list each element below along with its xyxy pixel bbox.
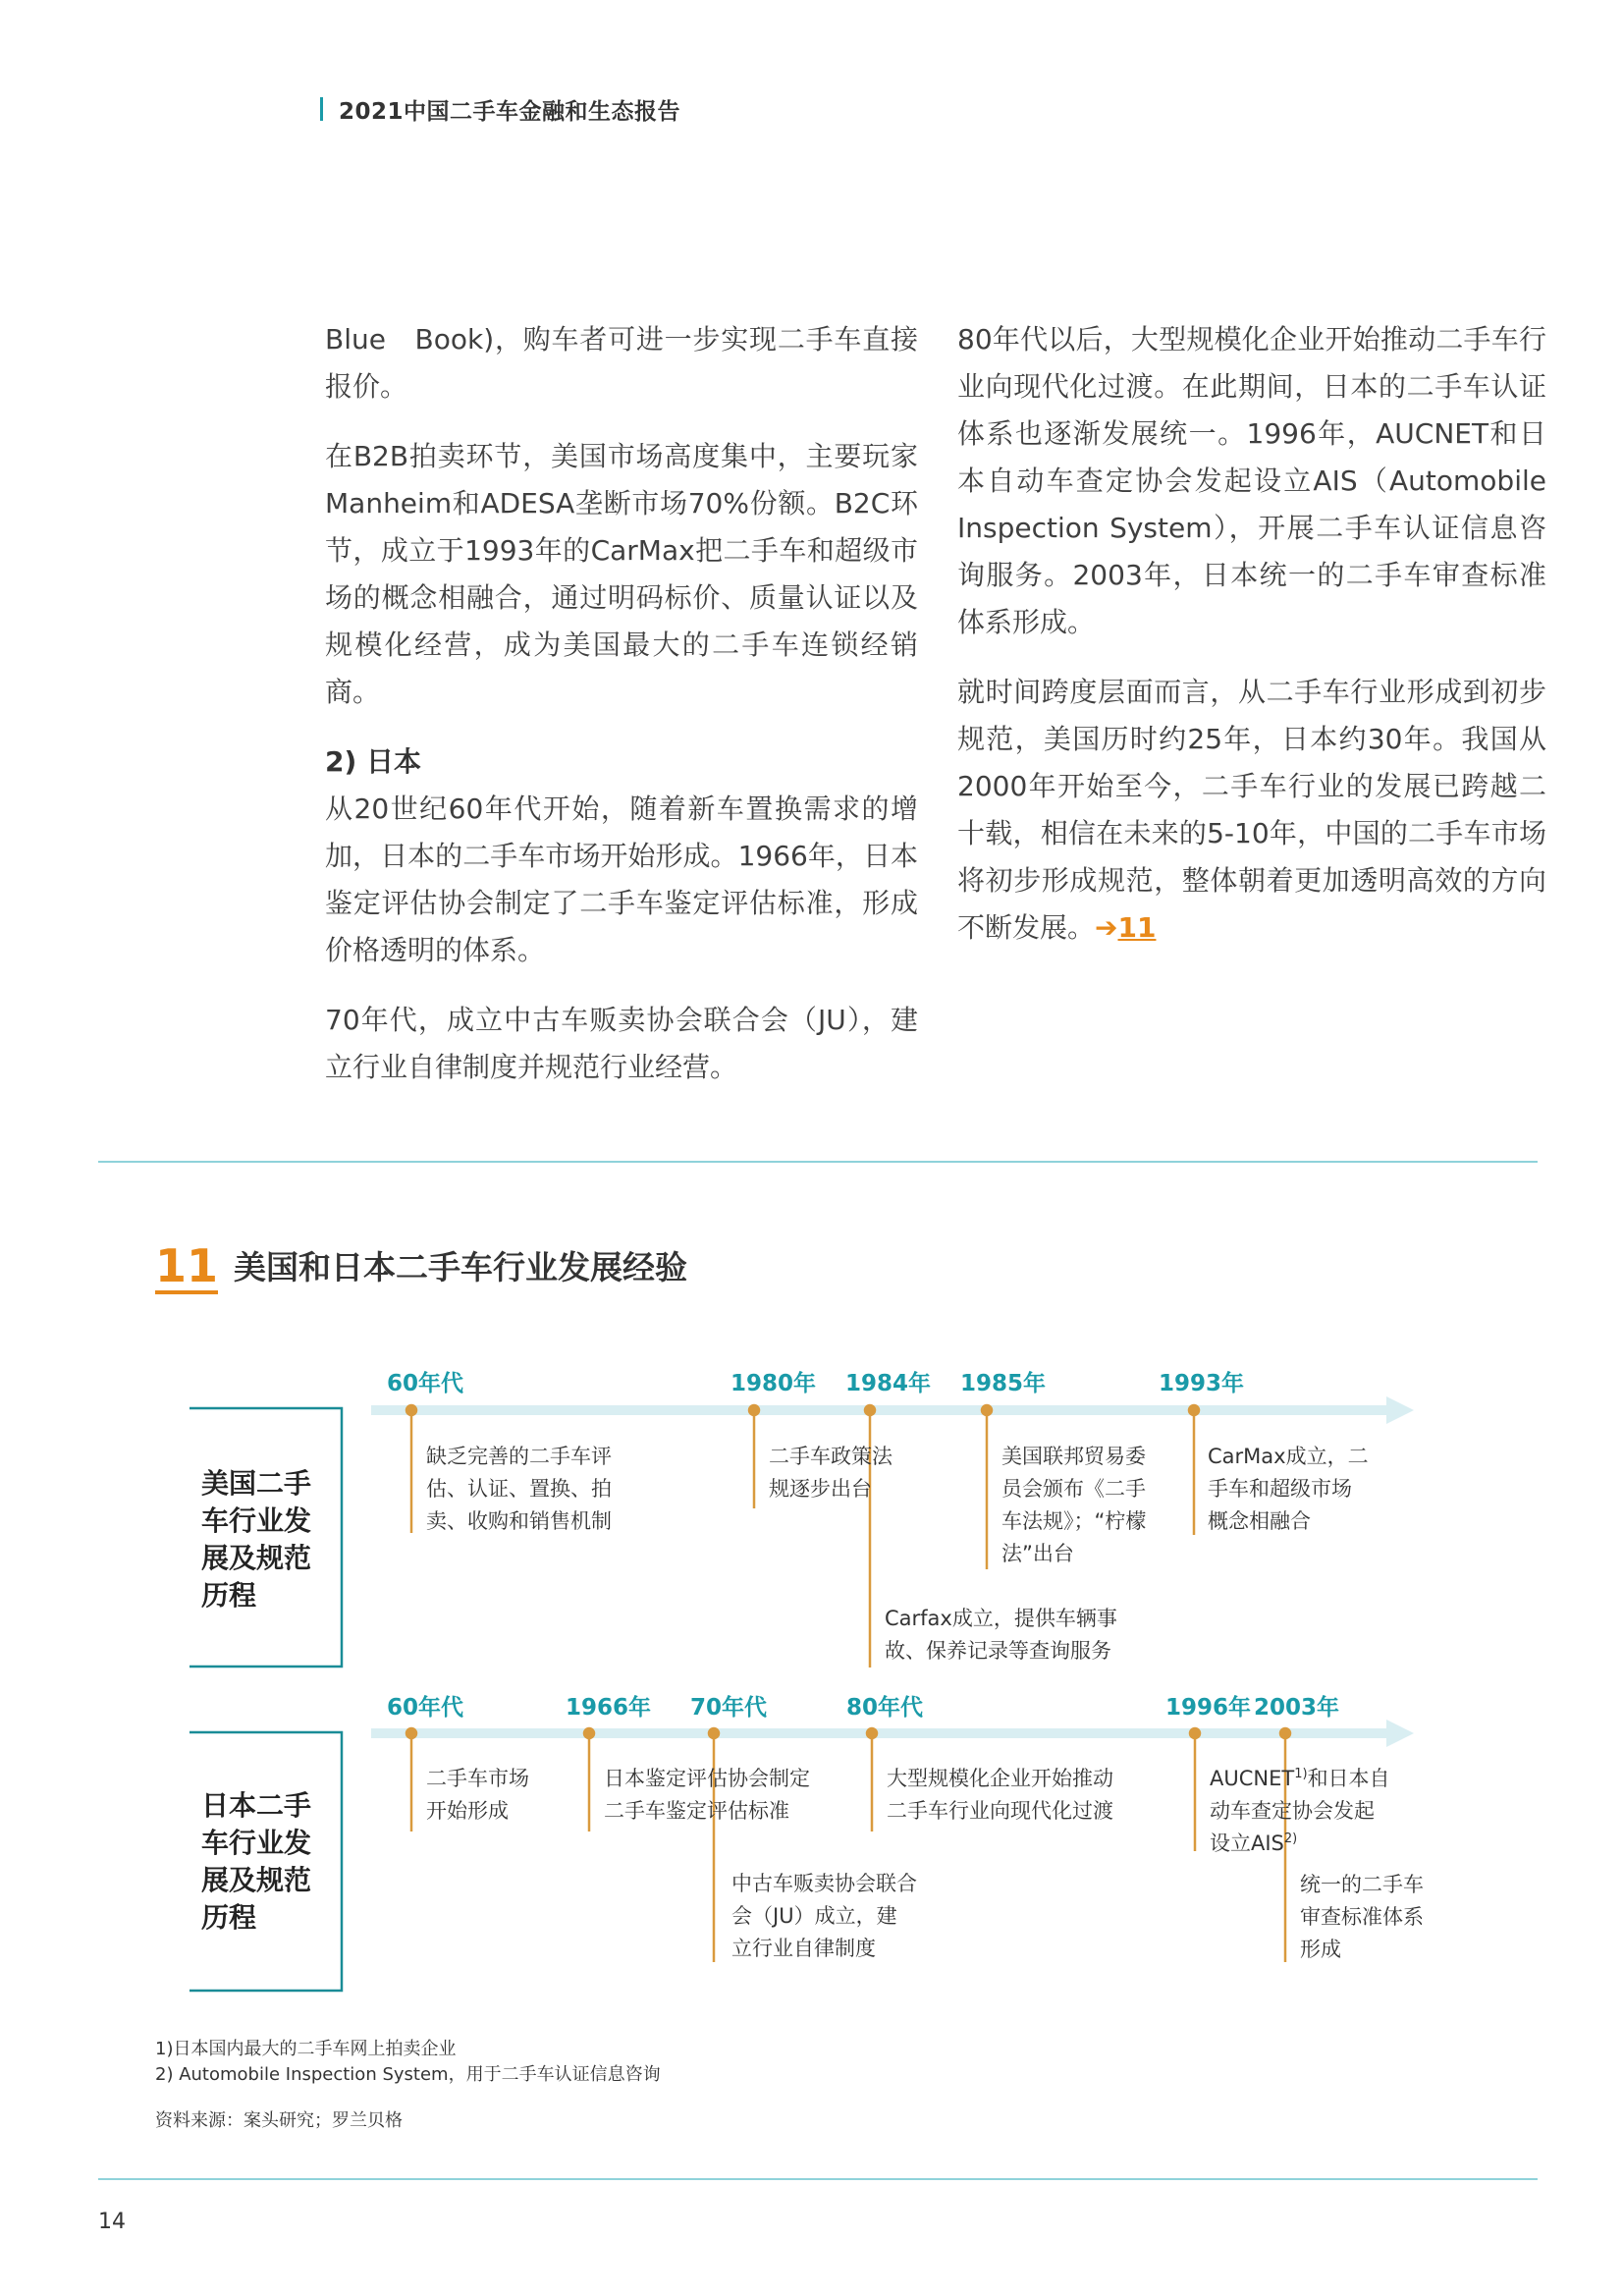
us-event-1984-line-1: Carfax成立，提供车辆事: [885, 1607, 1117, 1630]
us-label: [201, 1467, 311, 1612]
us-event-60s-line-2: 估、认证、置换、拍: [426, 1477, 612, 1501]
right-text-column: [957, 316, 1546, 952]
us-event-1985-line-1: 美国联邦贸易委: [1001, 1445, 1146, 1468]
jp-event-60s-line-1: 二手车市场: [426, 1767, 529, 1790]
arrow-right-icon: ➔: [1095, 911, 1118, 944]
us-label-line-4: 历程: [201, 1579, 257, 1612]
us-event-1984-line-2: 故、保养记录等查询服务: [885, 1639, 1111, 1663]
jp-event-footnote-2: 2): [1283, 1831, 1298, 1846]
jp-label-line-2: 车行业发: [201, 1827, 312, 1859]
jp-years: [387, 1694, 1339, 1721]
left-paragraph-2: 在B2B拍卖环节，美国市场高度集中，主要玩家Manheim和ADESA垄断市场70%份额。B2C环节，成立于1993年的CarMax把二手车和超级市场的概念相融合，通过明码标价、质量认证以及规模化经营，成为美国最大的二手车连锁经销商。: [325, 440, 918, 708]
jp-label-line-3: 展及规范: [201, 1864, 312, 1896]
jp-event-1966-line-2: 二手车鉴定评估标准: [604, 1799, 789, 1823]
report-title: 2021中国二手车金融和生态报告: [339, 98, 681, 125]
us-event-1993-line-1: CarMax成立，二: [1208, 1445, 1369, 1468]
jp-year-1966: 1966年: [566, 1695, 652, 1721]
us-year-1993: 1993年: [1159, 1371, 1245, 1396]
us-label-line-3: 展及规范: [201, 1542, 312, 1574]
jp-event-ais: 设立AIS: [1210, 1831, 1284, 1855]
jp-label-bracket: [189, 1732, 342, 1991]
figure-title: [155, 1239, 688, 1294]
figure-reference-link[interactable]: 11: [1117, 911, 1157, 944]
jp-event-with-japan: 和日本自: [1307, 1767, 1390, 1790]
figure-footnotes: [155, 2037, 661, 2088]
us-event-1980-line-2: 规逐步出台: [769, 1477, 872, 1501]
us-year-1980: 1980年: [730, 1371, 817, 1396]
us-year-1984: 1984年: [845, 1371, 932, 1396]
left-paragraph-3: 从20世纪60年代开始，随着新车置换需求的增加，日本的二手车市场开始形成。1966年，日本鉴定评估协会制定了二手车鉴定评估标准，形成价格透明的体系。: [325, 793, 918, 966]
jp-event-footnote-1: 1): [1294, 1767, 1308, 1781]
us-label-line-2: 车行业发: [201, 1504, 312, 1537]
jp-timeline-arrow: [371, 1720, 1414, 1747]
us-years: [387, 1370, 1244, 1396]
section-divider-top: [98, 1161, 1538, 1163]
jp-event-1996-line-2: 动车查定协会发起: [1210, 1799, 1375, 1823]
jp-year-1996: 1996年: [1165, 1695, 1252, 1721]
us-year-1985: 1985年: [960, 1371, 1047, 1396]
figure-number: 11: [155, 1239, 219, 1292]
jp-event-1996-line-1: [1210, 1767, 1390, 1790]
us-label-line-1: 美国二手: [201, 1467, 312, 1500]
us-event-60s-line-3: 卖、收购和销售机制: [426, 1509, 612, 1533]
jp-events: [426, 1767, 1424, 1961]
jp-year-60s: 60年代: [387, 1695, 464, 1721]
jp-event-1966-line-1: 日本鉴定评估协会制定: [604, 1767, 810, 1790]
right-paragraph-1: 80年代以后，大型规模化企业开始推动二手车行业向现代化过渡。在此期间，日本的二手车认证体系也逐渐发展统一。1996年，AUCNET和日本自动车查定协会发起设立AIS（Automobile Inspection System），开展二手车认证信息咨询服务。2003年，日本统一的二手车审查标准体系形成。: [957, 323, 1546, 638]
jp-year-80s: 80年代: [846, 1695, 924, 1721]
jp-event-2003-line-1: 统一的二手车: [1300, 1873, 1424, 1896]
left-text-column: [325, 316, 918, 1114]
right-paragraph-2-text: 就时间跨度层面而言，从二手车行业形成到初步规范，美国历时约25年，日本约30年。我国从2000年开始至今，二手车行业的发展已跨越二十载，相信在未来的5-10年，中国的二手车市场将初步形成规范，整体朝着更加透明高效的方向不断发展。: [957, 676, 1546, 944]
jp-event-aucnet: AUCNET: [1210, 1767, 1295, 1790]
figure-title-text: 美国和日本二手车行业发展经验: [234, 1248, 688, 1286]
jp-event-70s-line-2: 会（JU）成立，建: [731, 1904, 897, 1928]
us-event-1993-line-3: 概念相融合: [1208, 1509, 1311, 1533]
us-event-1985-line-3: 车法规》；“柠檬: [1001, 1509, 1147, 1533]
data-source: 资料来源：案头研究；罗兰贝格: [155, 2110, 403, 2131]
jp-event-1996-line-3: [1210, 1831, 1297, 1855]
section-divider-bottom: [98, 2178, 1538, 2180]
us-event-1993-line-2: 手车和超级市场: [1208, 1477, 1352, 1501]
jp-event-2003-line-3: 形成: [1300, 1938, 1341, 1961]
right-paragraph-2: [957, 669, 1546, 952]
section-subheading-japan: 2) 日本: [325, 745, 422, 778]
footnote-2: 2) Automobile Inspection System，用于二手车认证信息咨询: [155, 2064, 661, 2085]
us-event-1980-line-1: 二手车政策法: [769, 1445, 893, 1468]
jp-year-70s: 70年代: [690, 1695, 768, 1721]
us-markers: [406, 1405, 1199, 1667]
page-number: 14: [98, 2210, 126, 2234]
us-event-60s-line-1: 缺乏完善的二手车评: [426, 1445, 612, 1468]
header-accent-bar: [320, 97, 323, 121]
us-event-1985-line-2: 员会颁布《二手: [1001, 1477, 1146, 1501]
footnote-1: 1)日本国内最大的二手车网上拍卖企业: [155, 2039, 457, 2059]
us-year-60s: 60年代: [387, 1371, 464, 1396]
jp-event-60s-line-2: 开始形成: [426, 1799, 509, 1823]
jp-label-line-4: 历程: [201, 1901, 257, 1934]
us-event-1985-line-4: 法”出台: [1001, 1542, 1074, 1565]
left-paragraph-1: Blue Book)，购车者可进一步实现二手车直接报价。: [325, 323, 918, 403]
jp-event-80s-line-1: 大型规模化企业开始推动: [887, 1767, 1113, 1790]
jp-event-80s-line-2: 二手车行业向现代化过渡: [887, 1799, 1113, 1823]
us-events: [426, 1445, 1369, 1663]
us-timeline-arrow: [371, 1396, 1414, 1424]
jp-label: [201, 1789, 311, 1934]
jp-markers: [406, 1728, 1290, 1962]
report-header: [320, 94, 680, 124]
jp-label-line-1: 日本二手: [201, 1789, 312, 1822]
left-paragraph-4: 70年代，成立中古车贩卖协会联合会（JU），建立行业自律制度并规范行业经营。: [325, 1004, 918, 1083]
jp-year-2003: 2003年: [1254, 1695, 1340, 1721]
us-label-bracket: [189, 1408, 342, 1667]
jp-event-70s-line-3: 立行业自律制度: [731, 1937, 876, 1960]
jp-event-2003-line-2: 审查标准体系: [1300, 1905, 1424, 1929]
jp-event-70s-line-1: 中古车贩卖协会联合: [731, 1872, 917, 1895]
